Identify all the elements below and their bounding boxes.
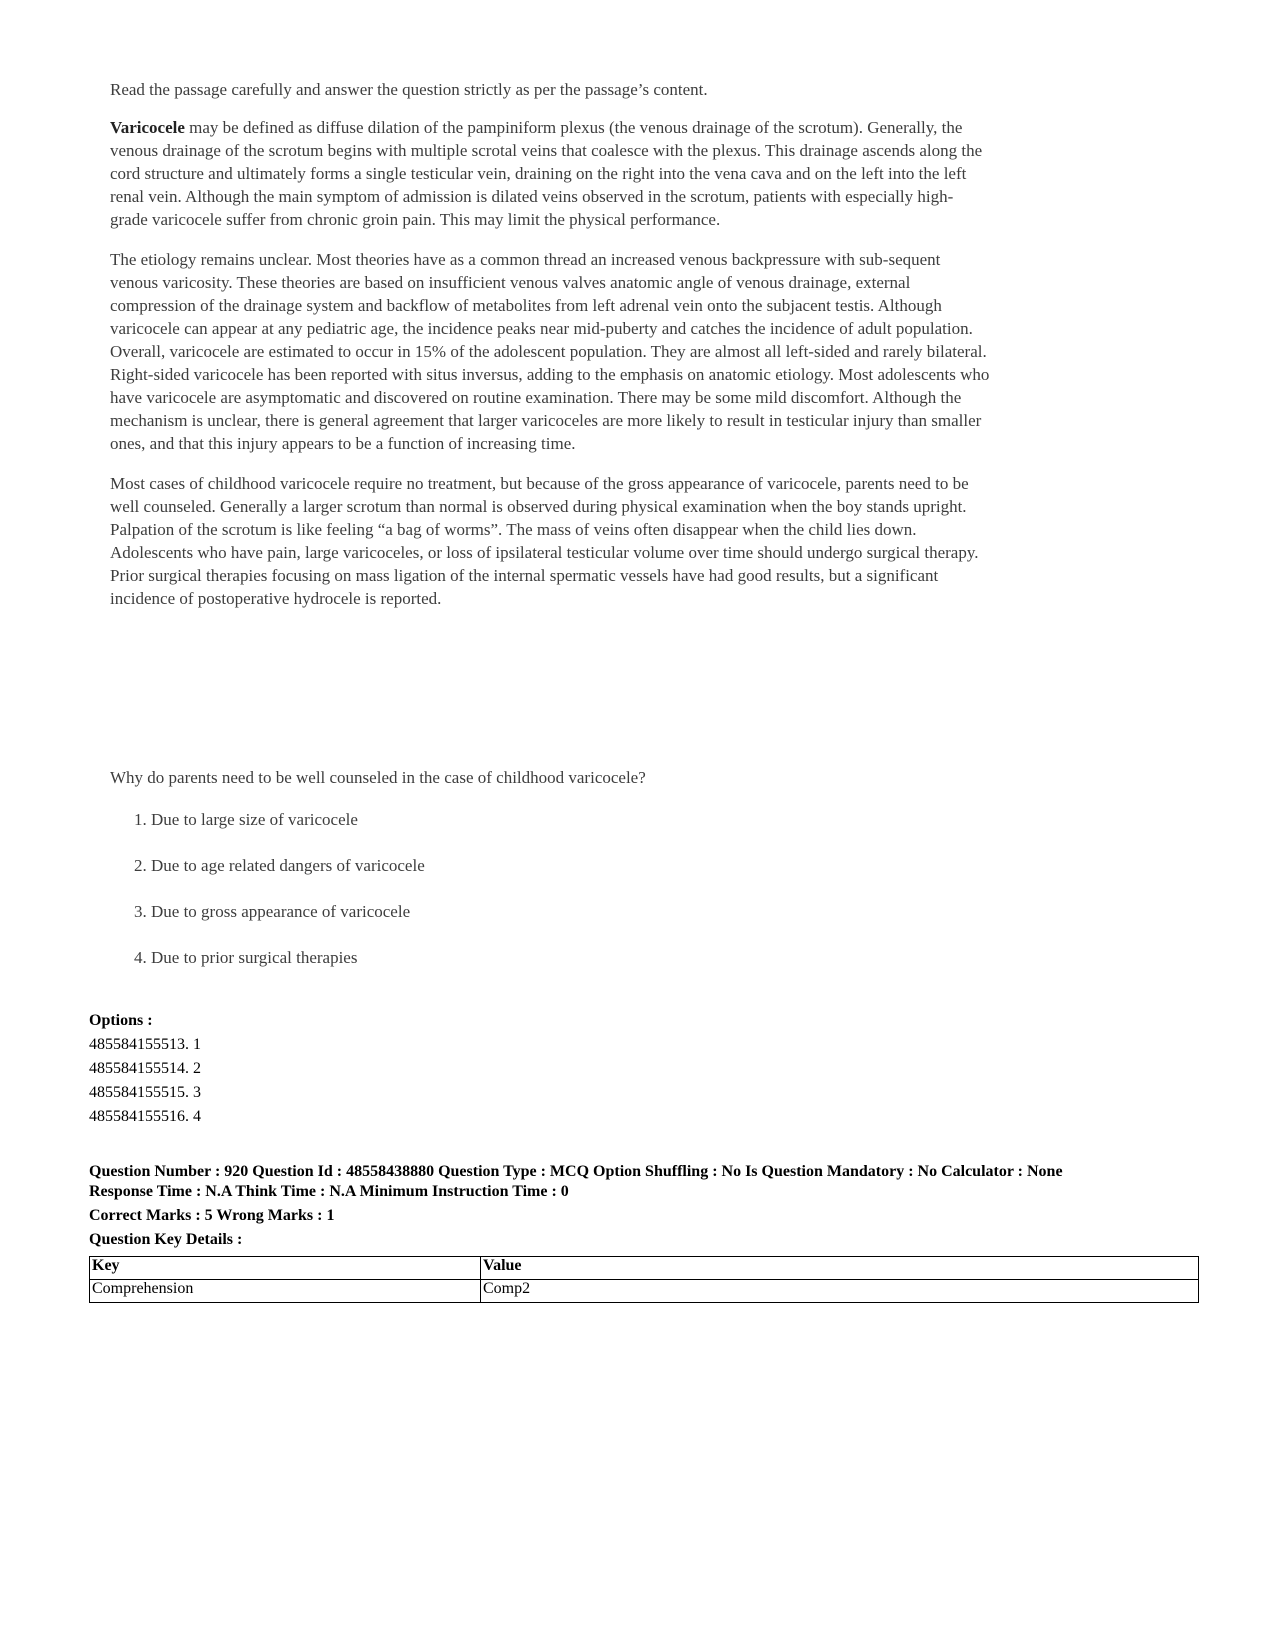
choice-item: 3. Due to gross appearance of varicocele [134, 902, 411, 921]
marks-line: Correct Marks : 5 Wrong Marks : 1 [89, 1207, 335, 1224]
table-row [90, 1280, 1199, 1303]
choice-item: 2. Due to age related dangers of varicocele [134, 856, 425, 875]
option-item: 485584155514. 2 [89, 1060, 201, 1077]
table-header-row [90, 1257, 1199, 1280]
option-item: 485584155515. 3 [89, 1084, 201, 1101]
table-header-value: Value [481, 1257, 1199, 1280]
question-key-table [89, 1256, 1199, 1303]
passage-paragraph-3: Most cases of childhood varicocele require no treatment, but because of the gross appearance of varicocele, parents need to be well counseled. Generally a larger scrotum than normal is observed during physical examination when the boy stands upright. Palpation of the scrotum is like feeling “a bag of worms”. The mass of veins often disappear when the child lies down. Adolescents who have pain, large varicoceles, or loss of ipsilateral testicular volume over time should undergo surgical therapy. Prior surgical therapies focusing on mass ligation of the internal spermatic vessels have had good results, but a significant incidence of postoperative hydrocele is reported. [110, 474, 979, 608]
table-cell-value: Comp2 [481, 1280, 1199, 1303]
key-details-heading: Question Key Details : [89, 1231, 243, 1248]
scanned-passage-image [110, 78, 990, 967]
options-heading: Options : [89, 1012, 153, 1029]
choice-item: 1. Due to large size of varicocele [134, 810, 358, 829]
option-item: 485584155513. 1 [89, 1036, 201, 1053]
option-item: 485584155516. 4 [89, 1108, 201, 1125]
options-block [89, 1011, 201, 1131]
choice-list [134, 808, 425, 992]
passage-paragraph-1 [110, 116, 990, 231]
question-info-line-1: Question Number : 920 Question Id : 48558438880 Question Type : MCQ Option Shuffling : No Is Question Mandatory : No Calculator : None [89, 1163, 1063, 1180]
question-info-line-2: Response Time : N.A Think Time : N.A Minimum Instruction Time : 0 [89, 1183, 569, 1200]
passage-paragraph-1-text: may be defined as diffuse dilation of the pampiniform plexus (the venous drainage of the scrotum). Generally, the venous drainage of the scrotum begins with multiple scrotal veins that coalesce with the plexus. This drainage ascends along the cord structure and ultimately forms a single testicular vein, draining on the right into the vena cava and on the left into the left renal vein. Although the main symptom of admission is dilated veins observed in the scrotum, patients with especially high-grade varicocele suffer from chronic groin pain. This may limit the physical performance. [110, 118, 983, 229]
question-info-block [89, 1162, 1209, 1250]
question-text: Why do parents need to be well counseled in the case of childhood varicocele? [110, 768, 646, 787]
passage-paragraph-2: The etiology remains unclear. Most theories have as a common thread an increased venous backpressure with sub-sequent venous varicosity. These theories are based on insufficient venous valves anatomic angle of venous drainage, external compression of the drainage system and backflow of metabolites from left adrenal vein onto the subjacent testis. Although varicocele can appear at any pediatric age, the incidence peaks near mid-puberty and catches the incidence of adult population. Overall, varicocele are estimated to occur in 15% of the adolescent population. They are almost all left-sided and rarely bilateral. Right-sided varicocele has been reported with situs inversus, adding to the emphasis on anatomic etiology. Most adolescents who have varicocele are asymptomatic and discovered on routine examination. There may be some mild discomfort. Although the mechanism is unclear, there is general agreement that larger varicoceles are more likely to result in testicular injury than smaller ones, and that this injury appears to be a function of increasing time. [110, 250, 990, 453]
table-header-key: Key [90, 1257, 481, 1280]
passage-term: Varicocele [110, 118, 185, 137]
choice-item: 4. Due to prior surgical therapies [134, 948, 358, 967]
table-cell-key: Comprehension [90, 1280, 481, 1303]
passage-instruction: Read the passage carefully and answer the question strictly as per the passage’s content. [110, 80, 708, 99]
